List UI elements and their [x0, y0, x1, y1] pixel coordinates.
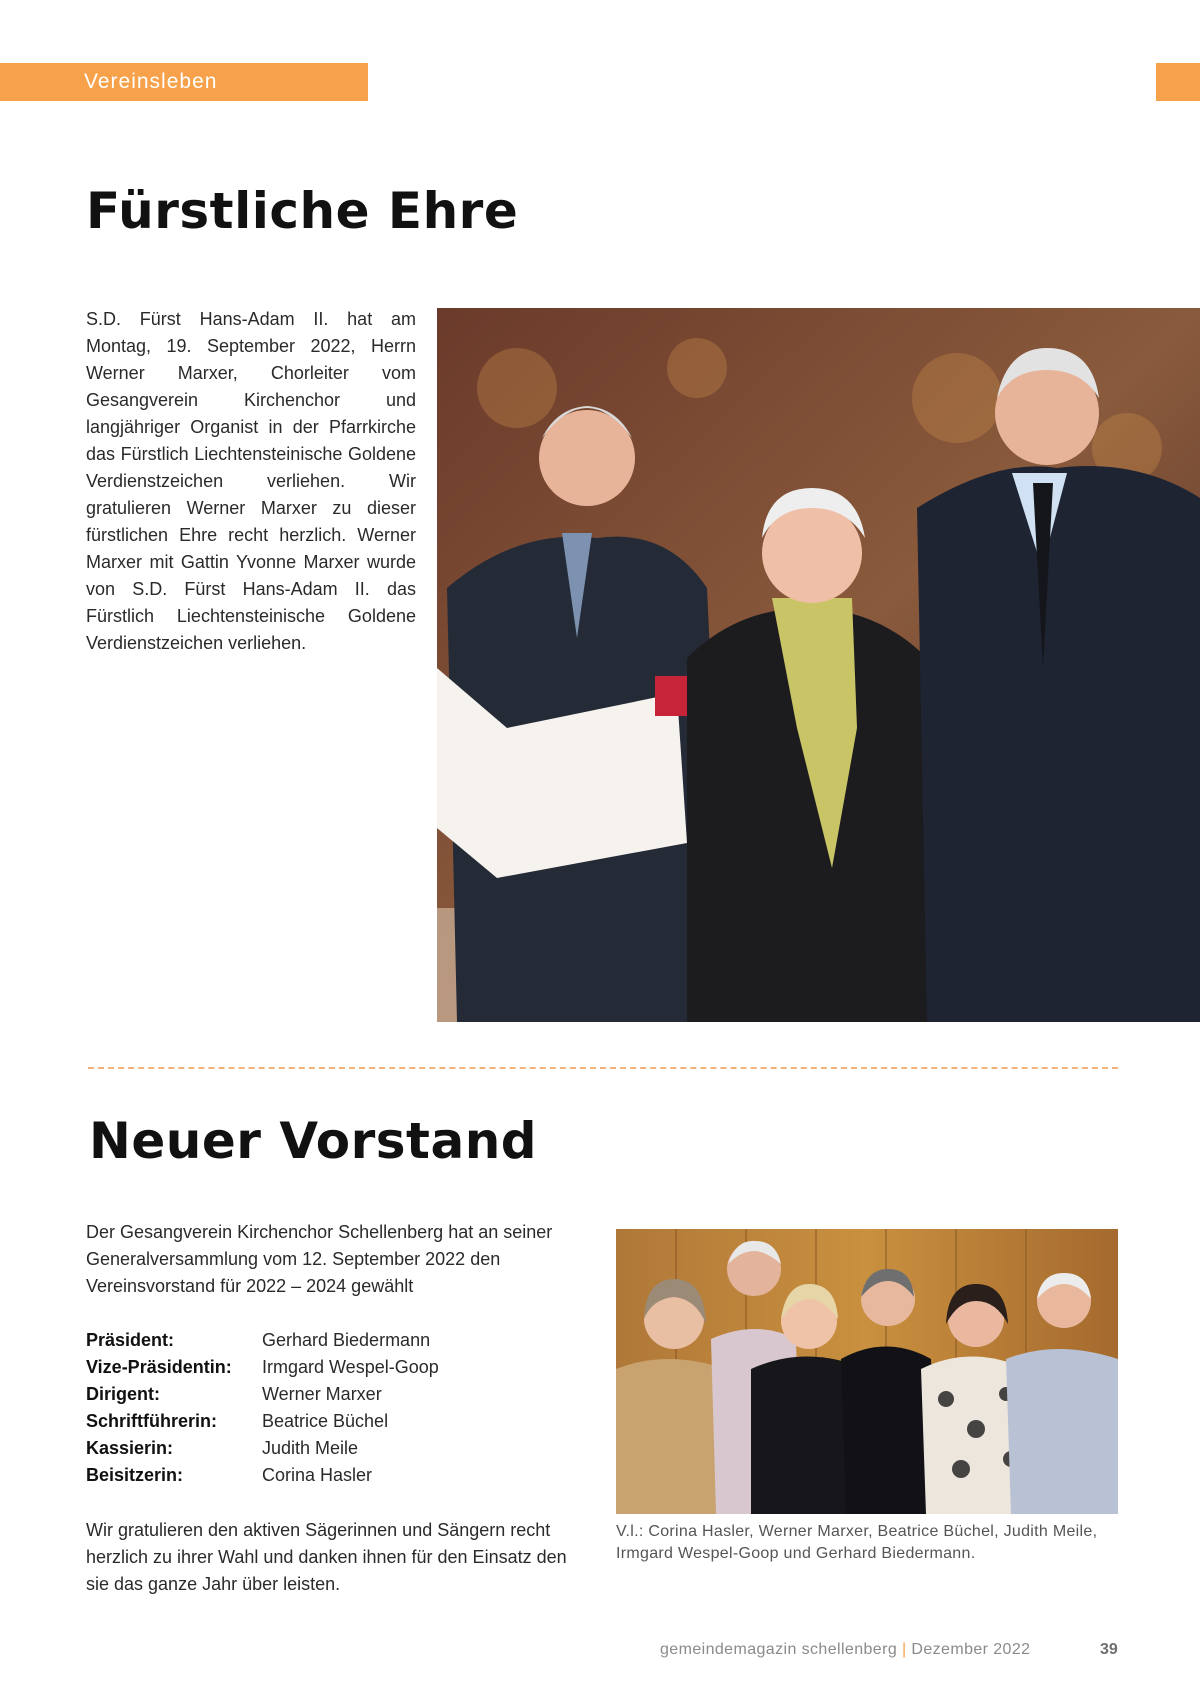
board-name: Irmgard Wespel-Goop: [262, 1357, 439, 1377]
article-title-fuerstliche-ehre: Fürstliche Ehre: [86, 182, 519, 240]
section-label-text: Vereinsleben: [84, 70, 218, 93]
board-row: [86, 1462, 606, 1489]
board-row: [86, 1354, 606, 1381]
footer-issue: Dezember 2022: [911, 1641, 1031, 1658]
corner-accent: [1156, 63, 1200, 101]
board-name: Werner Marxer: [262, 1384, 382, 1404]
board-role: Dirigent:: [86, 1384, 160, 1404]
page-number: 39: [1100, 1641, 1118, 1658]
section-divider: [88, 1067, 1118, 1069]
footer: [660, 1641, 1030, 1659]
article-intro-neuer-vorstand: Der Gesangverein Kirchenchor Schellenberg hat an seiner Generalversammlung vom 12. September 2022 den Vereinsvorstand für 2022 – 2024 gewählt: [86, 1222, 553, 1296]
board-name: Corina Hasler: [262, 1465, 373, 1485]
section-label: [0, 63, 368, 101]
board-list: [86, 1327, 606, 1489]
article-closing-neuer-vorstand: Wir gratulieren den aktiven Sägerinnen und Sängern recht herzlich zu ihrer Wahl und danken ihnen für den Einsatz den sie das ganze Jahr über leisten.: [86, 1520, 567, 1594]
board-role: Vize-Präsidentin:: [86, 1357, 232, 1377]
board-role: Kassierin:: [86, 1438, 174, 1458]
photo-caption: V.l.: Corina Hasler, Werner Marxer, Beatrice Büchel, Judith Meile, Irmgard Wespel-Goop und Gerhard Biedermann.: [616, 1523, 1098, 1562]
photo-award-ceremony: [437, 308, 1200, 1022]
photo-new-board: [616, 1229, 1118, 1514]
board-row: [86, 1327, 606, 1354]
board-row: [86, 1435, 606, 1462]
board-role: Beisitzerin:: [86, 1465, 184, 1485]
footer-magazine: gemeindemagazin schellenberg: [660, 1641, 898, 1658]
board-name: Gerhard Biedermann: [262, 1330, 431, 1350]
footer-separator: |: [901, 1641, 907, 1658]
article-title-neuer-vorstand: Neuer Vorstand: [89, 1112, 538, 1170]
board-role: Schriftführerin:: [86, 1411, 218, 1431]
board-row: [86, 1381, 606, 1408]
board-role: Präsident:: [86, 1330, 175, 1350]
board-name: Judith Meile: [262, 1438, 359, 1458]
board-row: [86, 1408, 606, 1435]
board-name: Beatrice Büchel: [262, 1411, 389, 1431]
article-body-fuerstliche-ehre: S.D. Fürst Hans-Adam II. hat am Montag, 19. September 2022, Herrn Werner Marxer, Chorleiter vom Gesangverein Kirchenchor und langjähriger Organist in der Pfarrkirche das Fürstlich Liechtensteinische Goldene Verdienstzeichen verliehen. Wir gratulieren Werner Marxer zu dieser fürstlichen Ehre recht herzlich. Werner Marxer mit Gattin Yvonne Marxer wurde von S.D. Fürst Hans-Adam II. das Fürstlich Liechtensteinische Goldene Verdienstzeichen verliehen.: [86, 309, 416, 653]
